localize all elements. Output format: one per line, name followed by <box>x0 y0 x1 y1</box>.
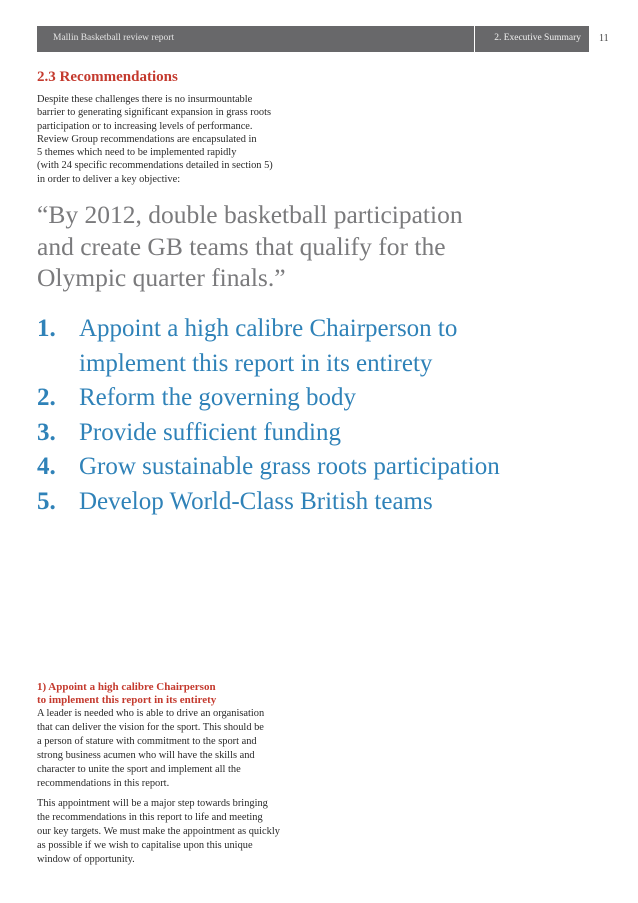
theme-text <box>79 485 500 520</box>
intro-line: (with 24 specific recommendations detailed in section 5) <box>37 160 273 172</box>
paragraph-line: A leader is needed who is able to drive an organisation <box>37 708 265 719</box>
theme-item <box>37 450 500 485</box>
intro-line: Despite these challenges there is no insurmountable <box>37 94 253 105</box>
theme-item <box>37 416 500 451</box>
theme-text <box>79 381 500 416</box>
themes-list <box>37 312 500 519</box>
quote-line: and create GB teams that qualify for the <box>37 231 446 261</box>
header-bar <box>37 26 589 52</box>
intro-line: Review Group recommendations are encapsulated in <box>37 133 257 145</box>
intro-line: 5 themes which need to be implemented rapidly <box>37 147 237 159</box>
intro-line: participation or to increasing levels of performance. <box>37 120 253 132</box>
recommendation-paragraph-2 <box>37 797 280 867</box>
quote-line: Olympic quarter finals.” <box>37 263 286 292</box>
recommendation-heading <box>37 681 216 707</box>
theme-number: 3. <box>37 418 56 446</box>
section-label: 2. Executive Summary <box>494 33 581 43</box>
key-objective-quote <box>37 199 463 294</box>
theme-number: 4. <box>37 453 56 480</box>
theme-number: 5. <box>37 487 56 515</box>
theme-number: 2. <box>37 384 56 411</box>
theme-line: Develop World-Class British teams <box>79 487 433 515</box>
theme-line: implement this report in its entirety <box>79 349 433 377</box>
theme-line: Appoint a high calibre Chairperson to <box>79 315 458 342</box>
recommendation-heading-line: 1) Appoint a high calibre Chairperson <box>37 681 216 693</box>
paragraph-line: recommendations in this report. <box>37 778 170 789</box>
theme-line: Grow sustainable grass roots participation <box>79 453 500 480</box>
theme-number: 1. <box>37 315 56 342</box>
theme-item <box>37 485 500 520</box>
theme-item <box>37 381 500 416</box>
report-title: Mallin Basketball review report <box>53 33 175 43</box>
paragraph-line: window of opportunity. <box>37 854 135 865</box>
paragraph-line: that can deliver the vision for the sport. This should be <box>37 722 264 733</box>
intro-paragraph <box>37 93 327 186</box>
paragraph-line: strong business acumen who will have the skills and <box>37 750 255 761</box>
theme-text <box>79 450 500 485</box>
intro-line: in order to deliver a key objective: <box>37 173 181 185</box>
section-title: 2.3 Recommendations <box>37 69 178 85</box>
paragraph-line: This appointment will be a major step towards bringing <box>37 798 268 809</box>
quote-line: “By 2012, double basketball participation <box>37 200 463 229</box>
intro-line: barrier to generating significant expansion in grass roots <box>37 107 272 119</box>
theme-text <box>79 312 500 381</box>
page-number: 11 <box>599 33 609 44</box>
theme-text <box>79 416 500 451</box>
paragraph-line: character to unite the sport and implement all the <box>37 764 241 775</box>
theme-line: Reform the governing body <box>79 384 357 411</box>
paragraph-line: a person of stature with commitment to the sport and <box>37 736 257 747</box>
recommendation-paragraph-1 <box>37 707 264 791</box>
theme-item <box>37 312 500 381</box>
paragraph-line: the recommendations in this report to life and meeting <box>37 812 263 823</box>
paragraph-line: our key targets. We must make the appointment as quickly <box>37 826 280 837</box>
theme-line: Provide sufficient funding <box>79 418 341 446</box>
header-divider <box>474 26 475 52</box>
paragraph-line: as possible if we wish to capitalise upon this unique <box>37 840 253 851</box>
recommendation-heading-line: to implement this report in its entirety <box>37 694 217 706</box>
